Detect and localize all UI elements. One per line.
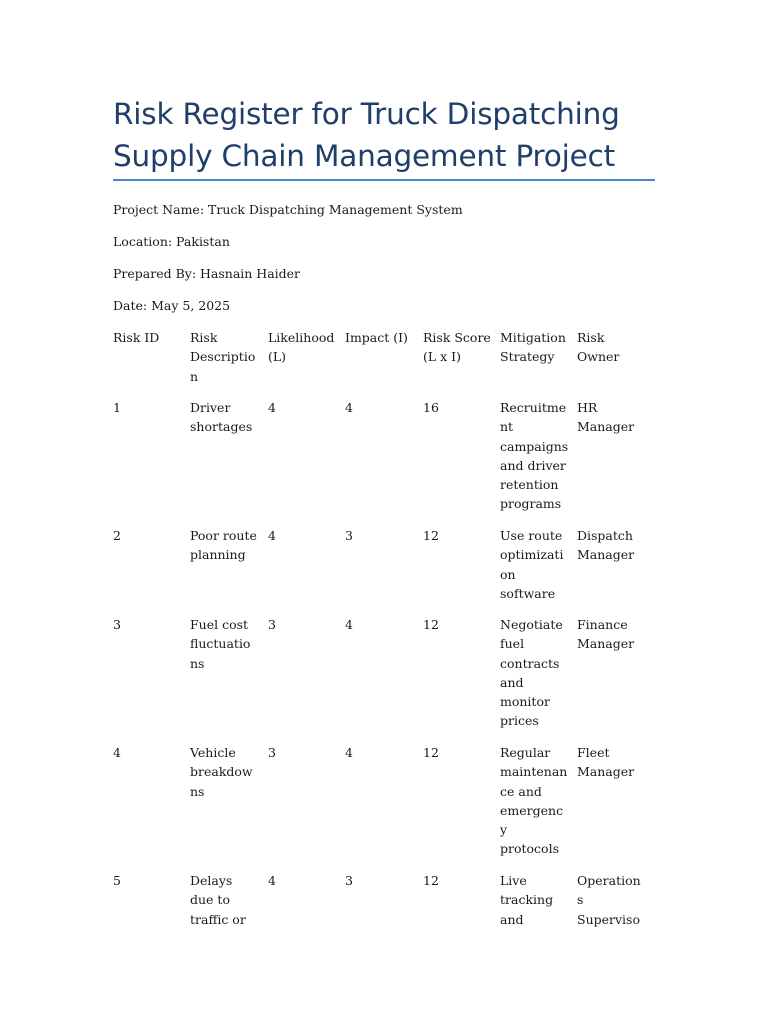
cell-mitigation-strategy: Use route optimizati on software xyxy=(500,528,564,601)
header-mitigation-strategy: Mitigation Strategy xyxy=(500,330,566,365)
cell-risk-description: Driver shortages xyxy=(190,400,253,435)
cell-risk-owner: Finance Manager xyxy=(577,617,635,652)
cell-risk-score: 16 xyxy=(423,400,439,415)
document-date: Date: May 5, 2025 xyxy=(113,298,231,313)
cell-impact: 4 xyxy=(345,400,353,415)
header-risk-description: Risk Descriptio n xyxy=(190,330,256,384)
cell-likelihood: 4 xyxy=(268,400,276,415)
cell-risk-score: 12 xyxy=(423,528,439,543)
prepared-by: Prepared By: Hasnain Haider xyxy=(113,266,301,281)
location: Location: Pakistan xyxy=(113,234,230,249)
cell-risk-owner: Fleet Manager xyxy=(577,745,635,780)
cell-likelihood: 4 xyxy=(268,873,276,888)
cell-impact: 4 xyxy=(345,617,353,632)
header-risk-score: Risk Score (L x I) xyxy=(423,330,491,365)
project-name: Project Name: Truck Dispatching Management System xyxy=(113,202,463,217)
cell-risk-description: Fuel cost fluctuatio ns xyxy=(190,617,251,671)
cell-risk-description: Vehicle breakdow ns xyxy=(190,745,253,799)
cell-risk-owner: HR Manager xyxy=(577,400,635,435)
cell-likelihood: 3 xyxy=(268,745,276,760)
cell-mitigation-strategy: Negotiate fuel contracts and monitor prices xyxy=(500,617,563,729)
cell-likelihood: 4 xyxy=(268,528,276,543)
cell-mitigation-strategy: Regular maintenan ce and emergenc y protocols xyxy=(500,745,568,857)
cell-risk-score: 12 xyxy=(423,745,439,760)
cell-risk-description: Poor route planning xyxy=(190,528,257,563)
document-title: Risk Register for Truck Dispatching Supply Chain Management Project xyxy=(113,97,620,173)
cell-risk-score: 12 xyxy=(423,617,439,632)
cell-likelihood: 3 xyxy=(268,617,276,632)
cell-risk-owner: Operation s Superviso xyxy=(577,873,641,927)
cell-mitigation-strategy: Live tracking and xyxy=(500,873,554,927)
cell-impact: 3 xyxy=(345,873,353,888)
cell-risk-id: 5 xyxy=(113,873,121,888)
title-divider xyxy=(113,179,655,181)
cell-risk-id: 4 xyxy=(113,745,121,760)
cell-risk-description: Delays due to traffic or xyxy=(190,873,246,927)
cell-risk-score: 12 xyxy=(423,873,439,888)
cell-impact: 4 xyxy=(345,745,353,760)
header-impact: Impact (I) xyxy=(345,330,408,345)
cell-risk-owner: Dispatch Manager xyxy=(577,528,635,563)
cell-risk-id: 3 xyxy=(113,617,121,632)
header-risk-id: Risk ID xyxy=(113,330,160,345)
header-likelihood: Likelihood (L) xyxy=(268,330,335,365)
cell-risk-id: 2 xyxy=(113,528,121,543)
cell-mitigation-strategy: Recruitme nt campaigns and driver retention programs xyxy=(500,400,569,512)
cell-impact: 3 xyxy=(345,528,353,543)
cell-risk-id: 1 xyxy=(113,400,121,415)
header-risk-owner: Risk Owner xyxy=(577,330,620,365)
